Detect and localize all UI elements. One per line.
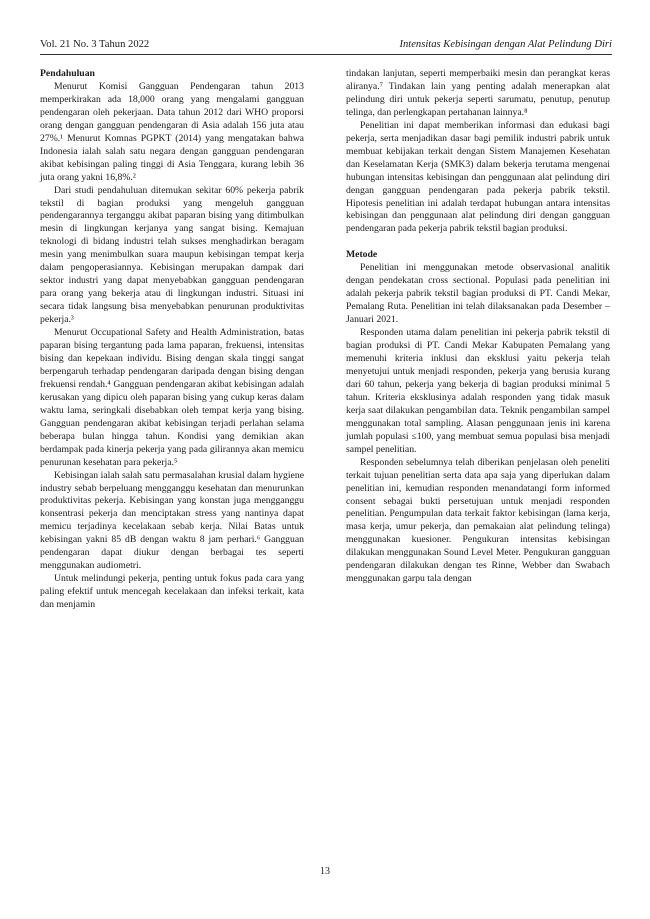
paragraph: tindakan lanjutan, seperti memperbaiki mesin dan perangkat keras aliranya.⁷ Tindakan lain yang penting adalah menerapkan alat pelindung diri untuk pekerja seperti sarumatu, penutup, penutup telinga, dan perlengkapan pertahanan lainnya.⁸ [346,68,610,118]
left-column [40,68,304,612]
header-rule [40,54,612,55]
paragraph: Menurut Komisi Gangguan Pendengaran tahun 2013 memperkirakan ada 18,000 orang yang mengalami gangguan pendengaran oleh pekerjaan. Data tahun 2012 dari WHO proporsi orang dengan gangguan pendengaran di Asia adalah 156 juta atau 27%.¹ Menurut Komnas PGPKT (2014) yang mengatakan bahwa Indonesia ialah salah satu negara dengan gangguan pendengaran akibat kebisingan paling tinggi di Asia Tenggara, kurang lebih 36 juta orang yakni 16,8%.² [40,80,304,183]
page-number: 13 [320,866,330,877]
section-gap [346,236,610,249]
paragraph: Kebisingan ialah salah satu permasalahan krusial dalam hygiene industry sebab berpeluang mengganggu kesehatan dan menurunkan produktivitas pekerja. Kebisingan yang konstan juga mengganggu konsentrasi pekerja dan menciptakan stress yang nantinya dapat memicu terjadinya kecelakaan sebab kerja. Nilai Batas untuk kebisingan yakni 85 dB dengan waktu 8 jam perhari.⁶ Gangguan pendengaran dapat diukur dengan berbagai tes seperti menggunakan audiometri. [40,469,304,572]
running-title: Intensitas Kebisingan dengan Alat Pelindung Diri [399,39,612,50]
paragraph: Responden utama dalam penelitian ini pekerja pabrik tekstil di bagian produksi di PT. Candi Mekar Kabupaten Pemalang yang memenuhi kriteria inklusi dan eksklusi yaitu pekerja telah menyetujui untuk menjadi responden, pekerja yang berusia kurang dari 60 tahun, pekerja yang bekerja di bagian produksi minimal 5 tahun. Kriteria eksklusinya adalah responden yang tidak masuk kerja saat dilakukan pengambilan data. Teknik pengambilan sampel menggunakan total sampling. Alasan penggunaan jenis ini karena jumlah populasi ≤100, yang membuat semua populasi bisa menjadi sampel penelitian. [346,327,610,455]
paragraph: Penelitian ini menggunakan metode observasional analitik dengan pendekatan cross sectional. Populasi pada penelitian ini adalah pekerja pabrik tekstil bagian produksi di PT. Candi Mekar, Pemalang Ruta. Penelitian ini telah dilaksanakan pada Desember – Januari 2021. [346,262,610,326]
paragraph: Dari studi pendahuluan ditemukan sekitar 60% pekerja pabrik tekstil di bagian produksi yang mengeluh gangguan pendengarannya terganggu akibat paparan bising yang ditimbulkan mesin di lingkungan kerjanya yang sangat bising. Kemajuan teknologi di bidang industri telah sukses menghadirkan beragam mesin yang menimbulkan suara maupun kebisingan tempat kerja dalam pengoperasiannya. Kebisingan merupakan dampak dari sektor industri yang dapat menyebabkan gangguan pendengaran para orang yang bekerja atau di lingkungan industri. Situasi ini secara tidak langsung bisa menyebabkan penurunan produktivitas pekerja.³ [40,184,304,326]
paragraph: Penelitian ini dapat memberikan informasi dan edukasi bagi pekerja, serta menjadikan dasar bagi pemilik industri pabrik untuk membuat kebijakan terkait dengan Sistem Manajemen Kesehatan dan Keselamatan Kerja (SMK3) dalam bekerja terutama mengenai hubungan intensitas kebisingan dan penggunaan alat pelindung diri dengan gangguan pendengaran pada pekerja pabrik tekstil. Hipotesis penelitian ini adalah terdapat hubungan antara intensitas kebisingan dan penggunaan alat pelindung diri dengan gangguan pendengaran pada pekerja pabrik tekstil bagian produksi. [346,119,610,235]
running-header [40,38,612,52]
volume-info: Vol. 21 No. 3 Tahun 2022 [40,39,150,50]
paragraph: Menurut Occupational Safety and Health Administration, batas paparan bising tergantung pada lama paparan, frekuensi, intensitas bising dan kepekaan individu. Bising dengan skala tinggi sangat berpengaruh terhadap pendengaran daripada dengan bising dengan frekuensi rendah.⁴ Gangguan pendengaran akibat kebisingan adalah kerusakan yang dipicu oleh paparan bising yang cukup keras dalam waktu lama, seringkali disebabkan oleh tempat kerja yang bising. Gangguan pendengaran akibat kebisingan terjadi perlahan selama beberapa bulan hingga tahun. Kondisi yang demikian akan berdampak pada kinerja pekerja yang pada gilirannya akan memicu penurunan kesehatan para pekerja.⁵ [40,327,304,468]
paragraph: Untuk melindungi pekerja, penting untuk fokus pada cara yang paling efektif untuk mencegah kecelakaan dan infeksi terkait, kata dan menjamin [40,573,304,611]
paragraph: Responden sebelumnya telah diberikan penjelasan oleh peneliti terkait tujuan penelitian serta data apa saja yang diperlukan dalam penelitian ini, kemudian responden menandatangi form informed consent sebagai bukti persetujuan untuk menjadi responden penelitian. Pengumpulan data terkait faktor kebisingan (lama kerja, masa kerja, umur pekerja, dan pemakaian alat pelindung telinga) menggunakan kuesioner. Pengukuran intensitas kebisingan dilakukan menggunakan Sound Level Meter. Pengukuran gangguan pendengaran dilakukan dengan tes Rinne, Webber dan Swabach menggunakan garpu tala dengan [346,456,610,585]
section-title-metode: Metode [346,249,378,261]
section-title-pendahuluan: Pendahuluan [40,68,95,79]
right-column [346,68,610,586]
